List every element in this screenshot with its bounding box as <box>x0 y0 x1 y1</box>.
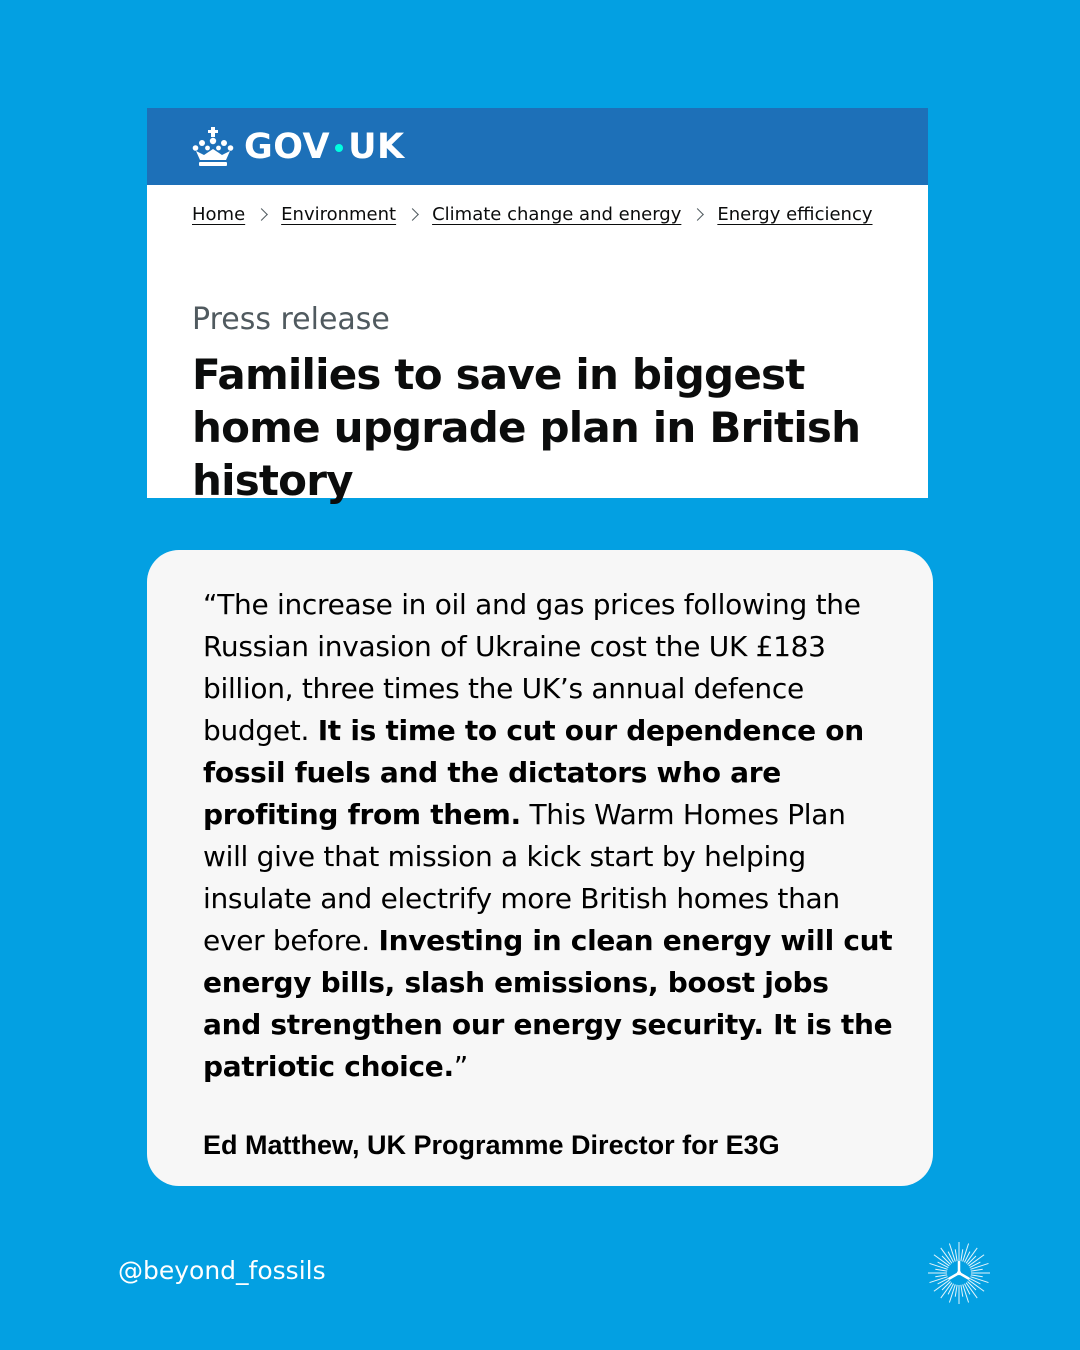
document-type-label: Press release <box>192 302 390 337</box>
govuk-page-card <box>147 108 928 505</box>
quote-segment: “The increase in oil and gas prices following the Russian invasion of Ukraine cost the UK £183 billion, three times the UK’s annual defence budget. <box>203 588 861 747</box>
logo-text-uk: UK <box>348 126 405 167</box>
logo-dot <box>335 144 343 152</box>
starburst-turbine-icon <box>926 1240 992 1306</box>
quote-segment-bold: It is time to cut our dependence on fossil fuels and the dictators who are profiting from them. <box>203 714 864 831</box>
quote-text <box>203 584 893 1088</box>
breadcrumb-link-climate-change[interactable]: Climate change and energy <box>432 204 682 225</box>
govuk-logo[interactable] <box>192 127 405 167</box>
govuk-header <box>147 108 928 185</box>
quote-segment-bold: Investing in clean energy will cut energy bills, slash emissions, boost jobs and strengthen our energy security. It is the patriotic choice. <box>203 924 893 1083</box>
breadcrumb-link-home[interactable]: Home <box>192 204 246 225</box>
breadcrumb-link-energy-efficiency[interactable]: Energy efficiency <box>717 204 873 225</box>
breadcrumb <box>192 204 873 225</box>
quote-segment: This Warm Homes Plan will give that mission a kick start by helping insulate and electrify more British homes than ever before. <box>203 798 846 957</box>
chevron-right-icon <box>255 208 268 221</box>
page-title: Families to save in biggest home upgrade plan in British history <box>192 350 861 505</box>
chevron-right-icon <box>691 208 704 221</box>
crown-icon <box>192 127 234 167</box>
chevron-right-icon <box>406 208 419 221</box>
social-handle: @beyond_fossils <box>118 1256 326 1285</box>
quote-card <box>147 550 933 1186</box>
logo-text-gov: GOV <box>244 126 331 167</box>
breadcrumb-link-environment[interactable]: Environment <box>281 204 397 225</box>
quote-attribution: Ed Matthew, UK Programme Director for E3G <box>203 1130 780 1160</box>
quote-segment: ” <box>453 1050 469 1083</box>
